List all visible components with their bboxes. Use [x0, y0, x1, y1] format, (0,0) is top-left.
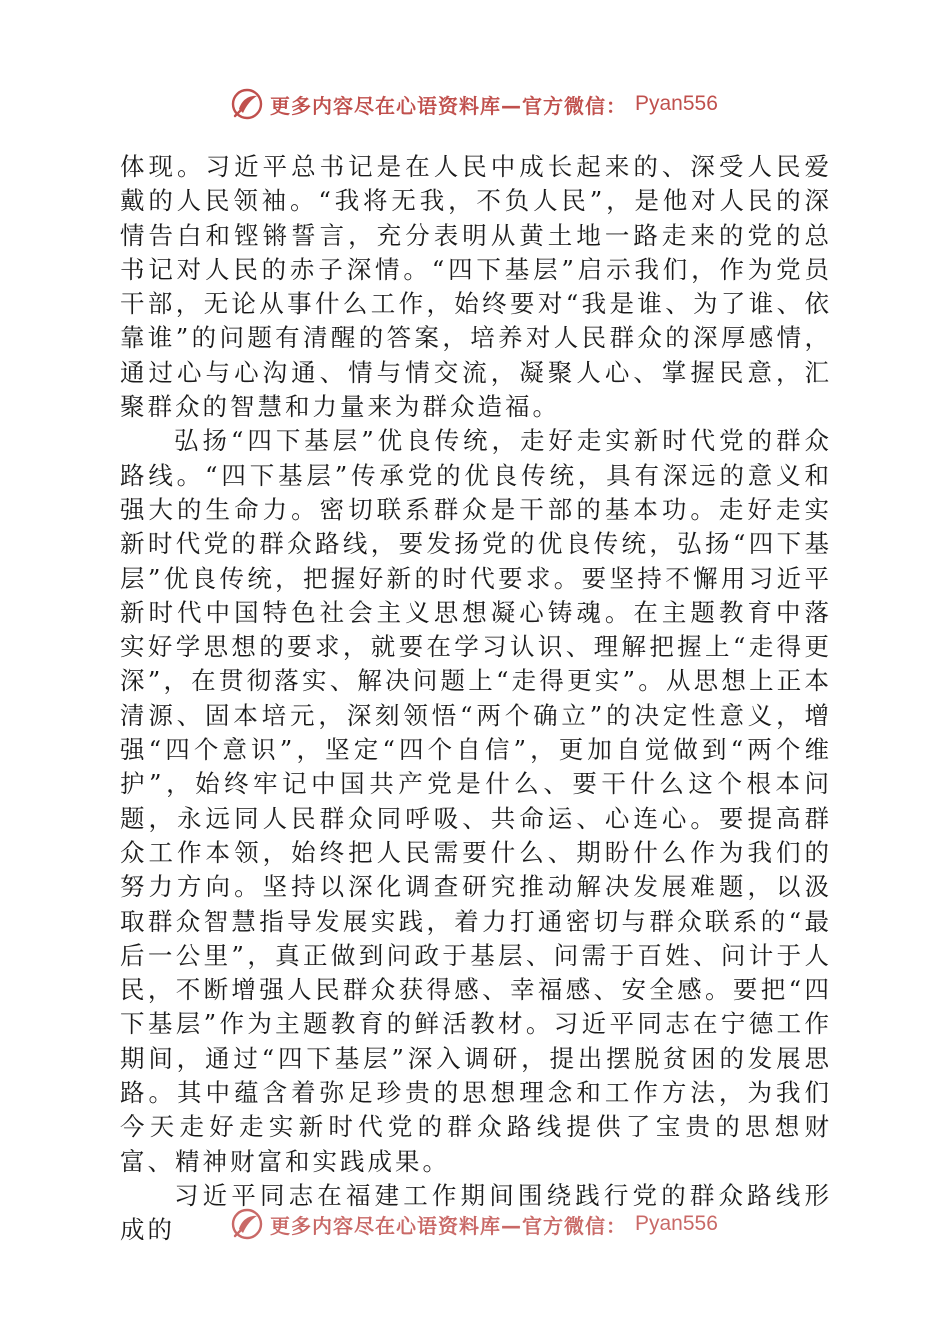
watermark-wechat-id: Pyan556: [635, 92, 718, 115]
watermark-footer: [230, 1206, 718, 1242]
watermark-text: 更多内容尽在心语资料库—官方微信：: [270, 93, 627, 118]
watermark-wechat-id: Pyan556: [635, 1212, 718, 1235]
watermark-text: 更多内容尽在心语资料库—官方微信：: [270, 1213, 627, 1238]
paragraph-2: 弘扬“四下基层”优良传统，走好走实新时代党的群众路线。“四下基层”传承党的优良传统，具有深远的意义和强大的生命力。密切联系群众是干部的基本功。走好走实新时代党的群众路线，要发扬党的优良传统，弘扬“四下基层”优良传统，把握好新的时代要求。要坚持不懈用习近平新时代中国特色社会主义思想凝心铸魂。在主题教育中落实好学思想的要求，就要在学习认识、理解把握上“走得更深”，在贯彻落实、解决问题上“走得更实”。从思想上正本清源、固本培元，深刻领悟“两个确立”的决定性意义，增强“四个意识”，坚定“四个自信”，更加自觉做到“两个维护”，始终牢记中国共产党是什么、要干什么这个根本问题，永远同人民群众同呼吸、共命运、心连心。要提高群众工作本领，始终把人民需要什么、期盼什么作为我们的努力方向。坚持以深化调查研究推动解决发展难题，以汲取群众智慧指导发展实践，着力打通密切与群众联系的“最后一公里”，真正做到问政于基层、问需于百姓、问计于人民，不断增强人民群众获得感、幸福感、安全感。要把“四下基层”作为主题教育的鲜活教材。习近平同志在宁德工作期间，通过“四下基层”深入调研，提出摆脱贫困的发展思路。其中蕴含着弥足珍贵的思想理念和工作方法，为我们今天走好走实新时代党的群众路线提供了宝贵的思想财富、精神财富和实践成果。: [120, 426, 832, 1176]
brand-logo-icon: [230, 1207, 264, 1241]
paragraph-1: 体现。习近平总书记是在人民中成长起来的、深受人民爱戴的人民领袖。“我将无我，不负人民”，是他对人民的深情告白和铿锵誓言，充分表明从黄土地一路走来的党的总书记对人民的赤子深情。“四下基层”启示我们，作为党员干部，无论从事什么工作，始终要对“我是谁、为了谁、依靠谁”的问题有清醒的答案，培养对人民群众的深厚感情，通过心与心沟通、情与情交流，凝聚人心、掌握民意，汇聚群众的智慧和力量来为群众造福。: [120, 152, 832, 422]
article-body: [120, 150, 832, 1248]
watermark-header: [230, 86, 718, 122]
paragraph-3: 习近平同志在福建工作期间围绕践行党的群众路线形成的: [120, 1180, 832, 1245]
brand-logo-icon: [230, 87, 264, 121]
